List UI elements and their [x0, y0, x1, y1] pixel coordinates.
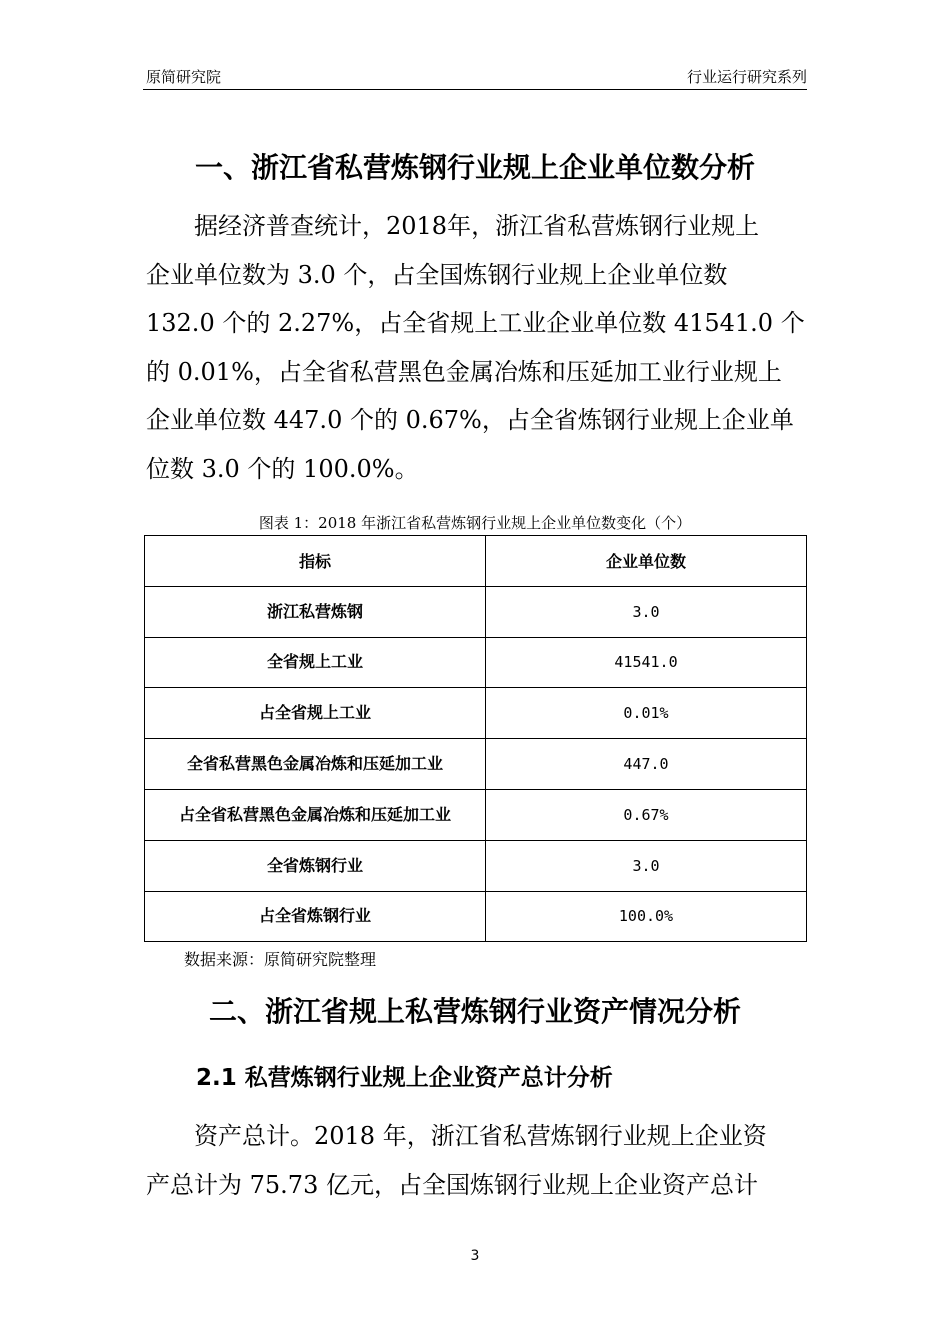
paragraph-line: 据经济普查统计，2018年，浙江省私营炼钢行业规上 [146, 212, 760, 240]
paragraph-line: 产总计为 75.73 亿元，占全国炼钢行业规上企业资产总计 [146, 1170, 758, 1199]
row-label: 浙江私营炼钢 [145, 586, 486, 637]
column-header: 指标 [145, 536, 486, 587]
row-value: 3.0 [486, 586, 807, 637]
paragraph-line: 的 0.01%，占全省私营黑色金属冶炼和压延加工业行业规上 [146, 357, 782, 386]
paragraph-line: 位数 3.0 个的 100.0%。 [146, 454, 419, 483]
table-row [145, 891, 807, 942]
row-label: 占全省私营黑色金属冶炼和压延加工业 [145, 789, 486, 840]
paragraph-line: 资产总计。2018 年，浙江省私营炼钢行业规上企业资 [146, 1122, 767, 1150]
paragraph-line: 132.0 个的 2.27%，占全省规上工业企业单位数 41541.0 个 [146, 309, 805, 337]
table-row [145, 586, 807, 637]
row-value: 0.01% [486, 688, 807, 739]
row-value: 41541.0 [486, 637, 807, 688]
row-value: 3.0 [486, 840, 807, 891]
row-label: 全省炼钢行业 [145, 840, 486, 891]
table-header-row [145, 536, 807, 587]
header-left: 原简研究院 [146, 68, 222, 86]
table-row [145, 840, 807, 891]
section2-title: 二、浙江省规上私营炼钢行业资产情况分析 [208, 995, 741, 1028]
row-label: 占全省炼钢行业 [145, 891, 486, 942]
table-row [145, 637, 807, 688]
table-source: 数据来源：原简研究院整理 [184, 950, 377, 969]
table-row [145, 688, 807, 739]
table-row [145, 739, 807, 790]
section1-paragraph [146, 202, 806, 493]
row-value: 100.0% [486, 891, 807, 942]
section2-subtitle: 2.1 私营炼钢行业规上企业资产总计分析 [196, 1065, 613, 1091]
header-rule [143, 89, 807, 90]
section1-title: 一、浙江省私营炼钢行业规上企业单位数分析 [194, 151, 755, 184]
page-number: 3 [470, 1248, 480, 1264]
column-header: 企业单位数 [486, 536, 807, 587]
table-caption: 图表 1：2018 年浙江省私营炼钢行业规上企业单位数变化（个） [258, 514, 692, 532]
section2-paragraph [146, 1112, 806, 1209]
row-value: 0.67% [486, 789, 807, 840]
paragraph-line: 企业单位数 447.0 个的 0.67%，占全省炼钢行业规上企业单 [146, 406, 794, 434]
row-label: 全省规上工业 [145, 637, 486, 688]
header-right: 行业运行研究系列 [686, 68, 807, 86]
row-label: 占全省规上工业 [145, 688, 486, 739]
row-label: 全省私营黑色金属冶炼和压延加工业 [145, 739, 486, 790]
table-row [145, 789, 807, 840]
data-table [144, 535, 807, 942]
paragraph-line: 企业单位数为 3.0 个，占全国炼钢行业规上企业单位数 [146, 260, 728, 289]
row-value: 447.0 [486, 739, 807, 790]
